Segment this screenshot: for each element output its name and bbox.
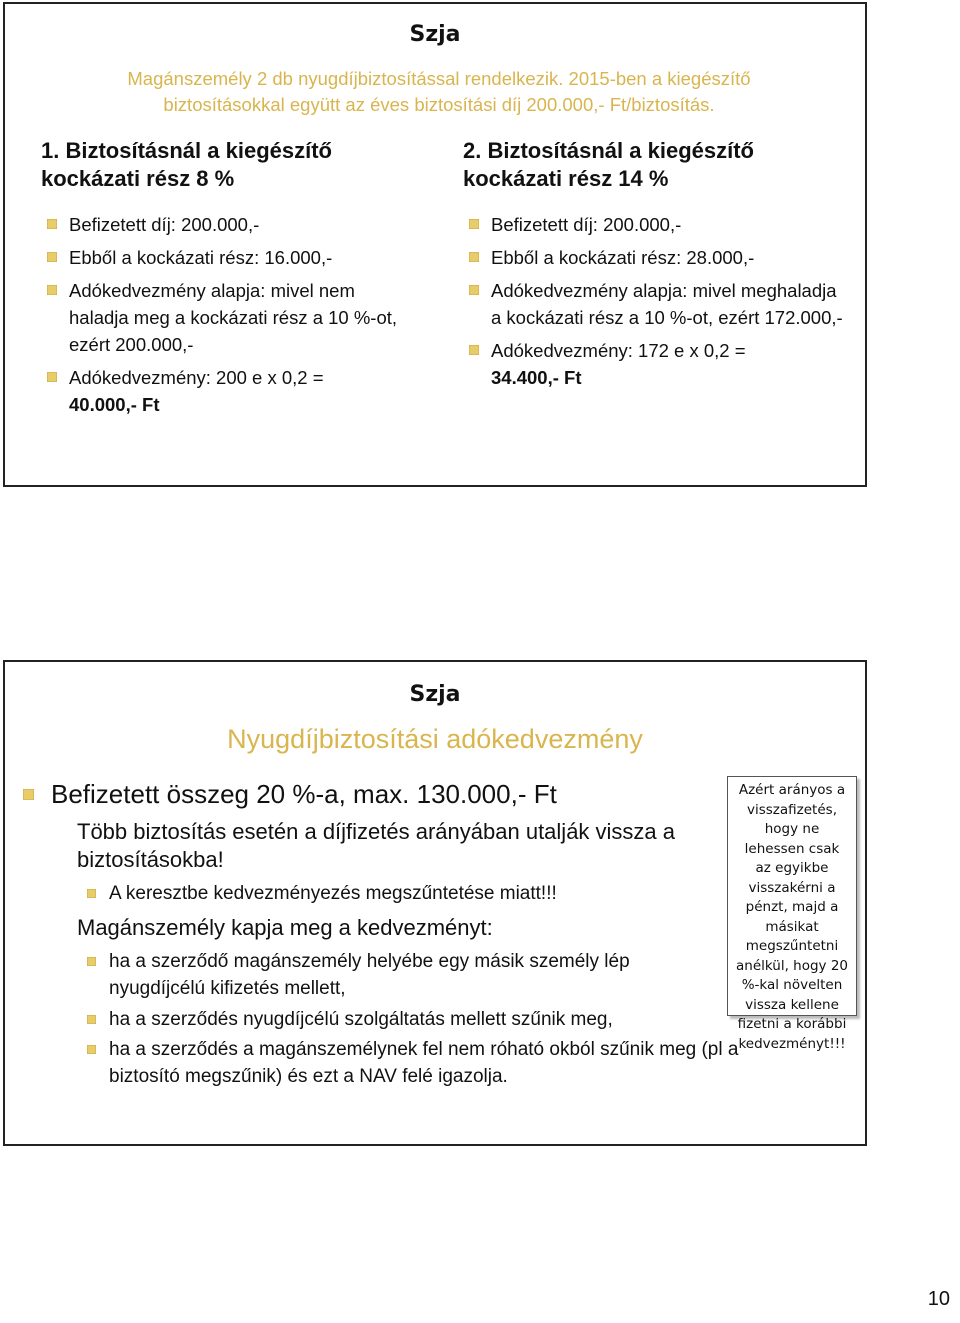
callout-line: megszűntetni (745, 938, 839, 954)
list-item-text: Ebből a kockázati rész: 16.000,- (69, 247, 333, 268)
list-item-text: ha a szerződő magánszemély helyébe egy másik személy lép nyugdíjcélú kifizetés mellett, (109, 951, 630, 999)
slide-title: Szja (409, 22, 461, 47)
list-item (81, 1006, 729, 1033)
result-amount: 40.000,- Ft (69, 394, 160, 415)
list-item-text: Adókedvezmény: 200 e x 0,2 = (69, 367, 324, 388)
left-column (41, 137, 406, 424)
callout-line: %-kal növelten (741, 977, 843, 993)
callout-line: hogy ne (764, 821, 820, 837)
bullet-square-icon (47, 219, 57, 229)
list-item-text: Adókedvezmény: 172 e x 0,2 = (491, 340, 746, 361)
bullet-square-icon (47, 252, 57, 262)
list-item (463, 277, 843, 331)
heading-line-1: 1. Biztosításnál a kiegészítő (41, 138, 332, 163)
callout-line: az egyikbe (755, 860, 829, 876)
left-column-heading (41, 137, 406, 193)
list-item (41, 244, 406, 271)
paragraph: Több biztosítás esetén a díjfizetés arányában utalják vissza a biztosításokba! (77, 819, 676, 872)
callout-line: Azért arányos a (738, 782, 846, 798)
bullet-square-icon (469, 285, 479, 295)
slide-subtitle: Nyugdíjbiztosítási adókedvezmény (227, 724, 643, 754)
bullet-square-icon (47, 285, 57, 295)
result-amount: 34.400,- Ft (491, 367, 582, 388)
list-item-text: Befizetett díj: 200.000,- (69, 214, 260, 235)
slide-2 (3, 660, 867, 1146)
intro-line-1: Magánszemély 2 db nyugdíjbiztosítással rendelkezik. 2015-ben a kiegészítő (127, 68, 751, 89)
bullet-square-icon (47, 372, 57, 382)
intro-line-2: biztosításokkal együtt az éves biztosítási díj 200.000,- Ft/biztosítás. (163, 94, 715, 115)
list-item-text: Ebből a kockázati rész: 28.000,- (491, 247, 755, 268)
heading-line-2: kockázati rész 14 % (463, 166, 669, 191)
list-item-text: ha a szerződés nyugdíjcélú szolgáltatás mellett szűnik meg, (109, 1009, 613, 1030)
heading-line-2: kockázati rész 8 % (41, 166, 235, 191)
list-item (81, 880, 729, 907)
callout-line: kedvezményt!!! (738, 1035, 846, 1052)
bullet-square-icon (87, 957, 96, 966)
slide-title: Szja (409, 682, 461, 707)
callout-line: lehessen csak (744, 840, 840, 857)
right-column-heading (463, 137, 843, 193)
bullet-square-icon (469, 219, 479, 229)
list-item (41, 277, 406, 358)
heading-line-1: 2. Biztosításnál a kiegészítő (463, 138, 754, 163)
list-item (41, 364, 406, 418)
intro-text (69, 66, 809, 118)
bullet-square-icon (23, 789, 34, 800)
list-item (81, 1036, 759, 1090)
callout-box (727, 776, 857, 1052)
bullet-square-icon (469, 252, 479, 262)
bullet-square-icon (87, 1045, 96, 1054)
list-item (23, 779, 557, 809)
list-item-text: Adókedvezmény alapja: mivel nem haladja meg a kockázati rész a 10 %-ot, ezért 200.000,- (69, 280, 398, 355)
callout-line: másikat (765, 918, 819, 935)
list-item (463, 244, 843, 271)
list-item (41, 211, 406, 238)
list-item-text: Befizetett díj: 200.000,- (491, 214, 682, 235)
list-item (81, 948, 729, 1002)
bullet-square-icon (87, 889, 96, 898)
list-item-text: ha a szerződés a magánszemélynek fel nem róható okból szűnik meg (pl a biztosító megszűnik) és ezt a NAV felé igazolja. (109, 1039, 739, 1087)
right-column (463, 137, 843, 397)
list-item-text: Adókedvezmény alapja: mivel meghaladja a kockázati rész a 10 %-ot, ezért 172.000,- (491, 280, 843, 328)
callout-line: vissza kellene (745, 996, 839, 1013)
callout-line: visszafizetés, (747, 801, 837, 818)
bullet-square-icon (87, 1015, 96, 1024)
paragraph: Magánszemély kapja meg a kedvezményt: (77, 915, 493, 940)
callout-line: pénzt, majd a (745, 899, 839, 915)
list-item-text: A keresztbe kedvezményezés megszűntetése miatt!!! (109, 883, 557, 904)
bullet-square-icon (469, 345, 479, 355)
list-item (463, 337, 843, 391)
callout-line: fizetni a korábbi (737, 1016, 847, 1032)
list-item (463, 211, 843, 238)
callout-line: visszakérni a (748, 879, 836, 896)
list-item-text: Befizetett összeg 20 %-a, max. 130.000,- Ft (51, 779, 557, 809)
callout-line: anélkül, hogy 20 (735, 957, 849, 974)
slide-1 (3, 2, 867, 487)
page-number: 10 (927, 1288, 950, 1310)
